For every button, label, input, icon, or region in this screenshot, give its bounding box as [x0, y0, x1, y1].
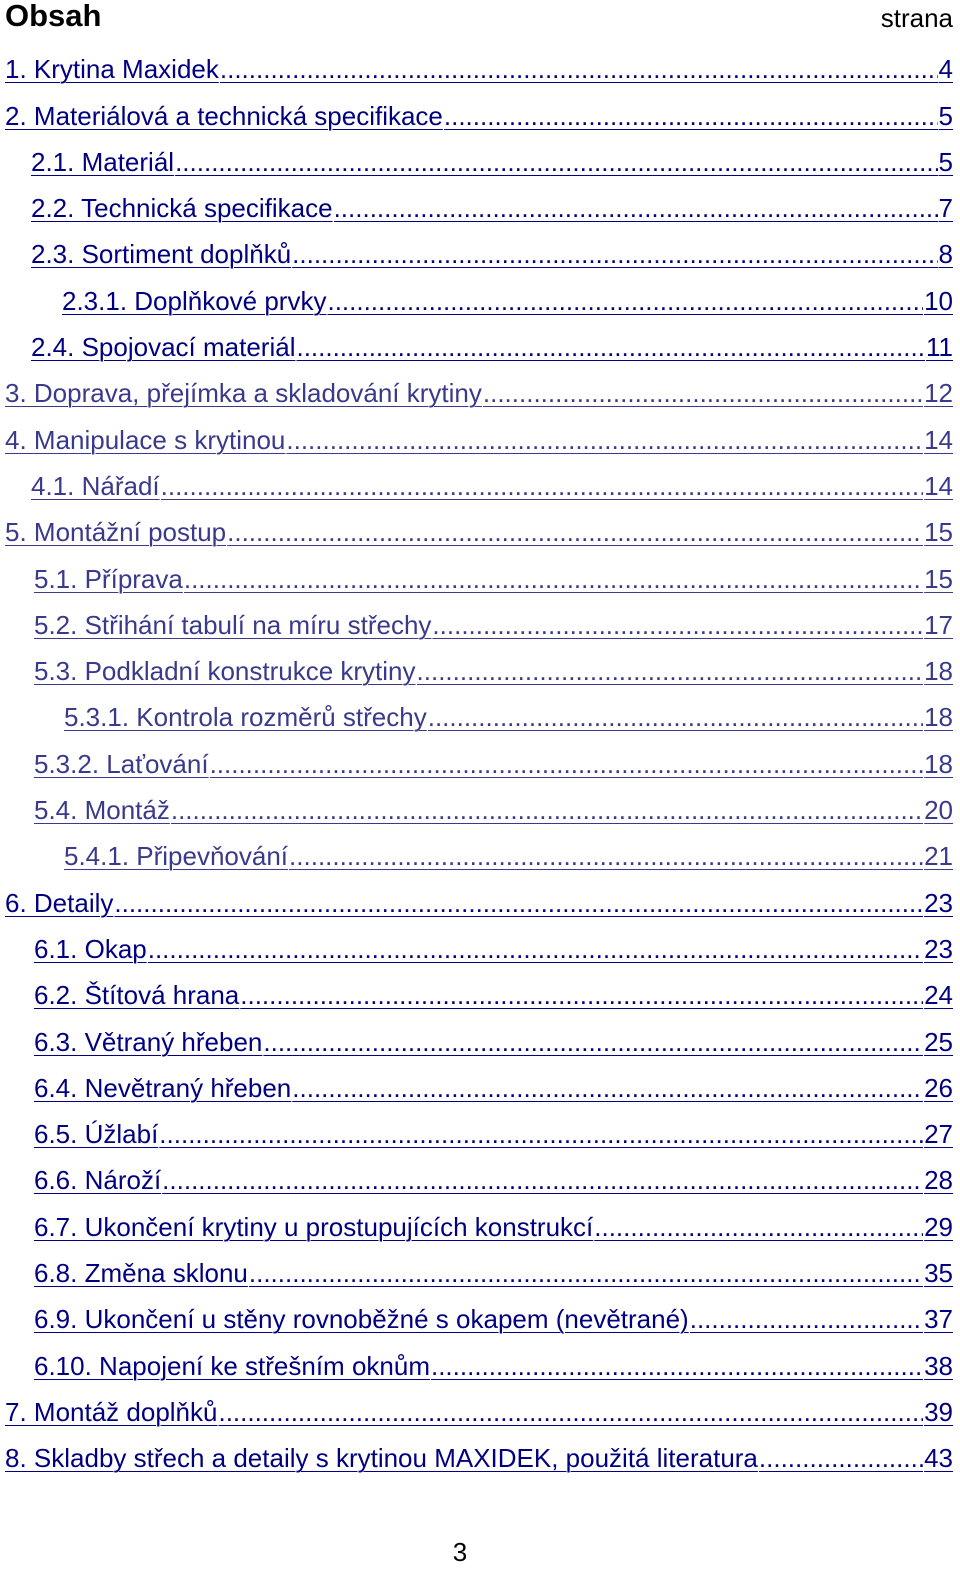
dot-leader [184, 558, 923, 600]
toc-entry[interactable] [0, 275, 953, 321]
toc-entry[interactable] [0, 1248, 953, 1294]
toc-entry[interactable] [0, 831, 953, 877]
toc-entry-page: 24 [924, 980, 953, 1011]
toc-entry-title: 6.4. Nevětraný hřeben [34, 1072, 292, 1103]
toc-entry-title: 5.3.2. Laťování [34, 748, 209, 779]
toc-entry[interactable] [0, 461, 953, 507]
toc-entry-title: 6.3. Větraný hřeben [34, 1026, 263, 1057]
toc-entry-title: 6.10. Napojení ke střešním oknům [34, 1350, 430, 1381]
dot-leader [161, 465, 923, 507]
toc-entry[interactable] [0, 1387, 953, 1433]
toc-entry-page: 11 [926, 332, 953, 363]
toc-entry[interactable] [0, 692, 953, 738]
toc-entry[interactable] [0, 368, 953, 414]
toc-entry[interactable] [0, 924, 953, 970]
toc-entry-title: 5.3. Podkladní konstrukce krytiny [34, 656, 416, 687]
dot-leader [296, 326, 925, 368]
toc-entry-title: 4.1. Nářadí [31, 470, 160, 501]
toc-entry-page: 8 [938, 239, 953, 270]
toc-entry-title: 6.2. Štítová hrana [34, 980, 240, 1011]
dot-leader [417, 650, 924, 692]
toc-entry-title: 7. Montáž doplňků [5, 1396, 218, 1427]
toc-entry-page: 18 [924, 656, 953, 687]
toc-entry-page: 29 [924, 1211, 953, 1242]
dot-leader [227, 511, 923, 553]
toc-entry[interactable] [0, 507, 953, 553]
toc-entry[interactable] [0, 1155, 953, 1201]
toc-entry-page: 5 [938, 100, 953, 131]
toc-entry[interactable] [0, 553, 953, 599]
toc-entry-page: 5 [938, 146, 953, 177]
toc-entry-title: 5. Montážní postup [5, 517, 227, 548]
toc-entry-page: 27 [924, 1119, 953, 1150]
dot-leader [286, 419, 923, 461]
dot-leader [289, 835, 923, 877]
toc-entry-title: 5.2. Střihání tabulí na míru střechy [34, 609, 432, 640]
toc-entry-title: 5.4.1. Připevňování [64, 841, 289, 872]
toc-entry[interactable] [0, 137, 953, 183]
dot-leader [162, 1159, 923, 1201]
toc-entry[interactable] [0, 229, 953, 275]
toc-entry[interactable] [0, 1201, 953, 1247]
toc-entry-page: 12 [924, 378, 953, 409]
toc-entry[interactable] [0, 183, 953, 229]
toc-entry-title: 2. Materiálová a technická specifikace [5, 100, 443, 131]
toc-entry[interactable] [0, 1063, 953, 1109]
toc-entry[interactable] [0, 44, 953, 90]
dot-leader [292, 1067, 923, 1109]
toc-entry[interactable] [0, 90, 953, 136]
dot-leader [263, 1021, 923, 1063]
toc-entry[interactable] [0, 1016, 953, 1062]
dot-leader [483, 372, 923, 414]
toc-entry-page: 14 [924, 470, 953, 501]
toc-entry-page: 23 [924, 887, 953, 918]
dot-leader [431, 1345, 923, 1387]
dot-leader [428, 696, 923, 738]
page-number: 3 [452, 1537, 468, 1567]
toc-entry[interactable] [0, 1109, 953, 1155]
toc-entry-page: 43 [924, 1443, 953, 1474]
toc-entry-page: 28 [924, 1165, 953, 1196]
toc-entry-page: 7 [938, 193, 953, 224]
toc-entry-title: 6.6. Nároží [34, 1165, 162, 1196]
toc-entry-title: 6.9. Ukončení u stěny rovnoběžné s okapem (nevětrané) [34, 1304, 689, 1335]
toc-entry-title: 5.1. Příprava [34, 563, 183, 594]
toc-entry-page: 25 [924, 1026, 953, 1057]
dot-leader [327, 280, 923, 322]
toc-entry-page: 4 [938, 54, 953, 85]
toc-entry-title: 5.4. Montáž [34, 795, 170, 826]
toc-entry[interactable] [0, 1294, 953, 1340]
toc-entry-title: 4. Manipulace s krytinou [5, 424, 286, 455]
toc-entry-page: 23 [924, 933, 953, 964]
dot-leader [148, 928, 923, 970]
toc-entry-page: 39 [924, 1396, 953, 1427]
toc-entry-page: 18 [924, 702, 953, 733]
toc-entry-title: 1. Krytina Maxidek [5, 54, 219, 85]
dot-leader [171, 789, 923, 831]
toc-entry-title: 2.3. Sortiment doplňků [31, 239, 292, 270]
toc-entry[interactable] [0, 600, 953, 646]
toc-entry-page: 35 [924, 1258, 953, 1289]
toc-entry-page: 15 [924, 563, 953, 594]
toc-entry-title: 2.1. Materiál [31, 146, 175, 177]
dot-leader [159, 1113, 923, 1155]
toc-entry-page: 21 [924, 841, 953, 872]
dot-leader [218, 1391, 923, 1433]
dot-leader [249, 1252, 923, 1294]
toc-entry-title: 6.5. Úžlabí [34, 1119, 159, 1150]
toc-entry[interactable] [0, 785, 953, 831]
toc-entry-title: 6.1. Okap [34, 933, 147, 964]
toc-entry-page: 20 [924, 795, 953, 826]
toc-entry-title: 2.4. Spojovací materiál [31, 332, 296, 363]
toc-entry[interactable] [0, 738, 953, 784]
toc-entry[interactable] [0, 322, 953, 368]
table-of-contents [0, 44, 953, 1479]
toc-entry-page: 38 [924, 1350, 953, 1381]
dot-leader [432, 604, 923, 646]
dot-leader [292, 233, 937, 275]
toc-entry-page: 14 [924, 424, 953, 455]
dot-leader [594, 1206, 923, 1248]
toc-entry-title: 8. Skladby střech a detaily s krytinou MAXIDEK, použitá literatura [5, 1443, 758, 1474]
toc-entry-title: 6.8. Změna sklonu [34, 1258, 248, 1289]
toc-entry-title: 5.3.1. Kontrola rozměrů střechy [64, 702, 427, 733]
toc-entry-title: 2.3.1. Doplňkové prvky [62, 285, 327, 316]
toc-entry[interactable] [0, 1340, 953, 1386]
toc-entry[interactable] [0, 646, 953, 692]
dot-leader [210, 743, 924, 785]
dot-leader [240, 974, 923, 1016]
toc-entry[interactable] [0, 877, 953, 923]
page-column-label: strana [880, 3, 953, 33]
dot-leader [334, 187, 938, 229]
dot-leader [444, 95, 938, 137]
toc-entry-page: 17 [924, 609, 953, 640]
toc-entry-page: 37 [924, 1304, 953, 1335]
toc-entry-page: 10 [924, 285, 953, 316]
toc-entry[interactable] [0, 414, 953, 460]
page-title: Obsah [5, 0, 102, 33]
toc-entry-page: 15 [924, 517, 953, 548]
toc-entry[interactable] [0, 970, 953, 1016]
toc-entry-title: 2.2. Technická specifikace [31, 193, 333, 224]
dot-leader [220, 48, 938, 90]
toc-entry-title: 6.7. Ukončení krytiny u prostupujících konstrukcí [34, 1211, 594, 1242]
toc-entry-page: 26 [924, 1072, 953, 1103]
dot-leader [114, 882, 923, 924]
toc-header [5, 0, 953, 36]
toc-entry[interactable] [0, 1433, 953, 1479]
dot-leader [759, 1437, 923, 1479]
toc-entry-page: 18 [924, 748, 953, 779]
dot-leader [690, 1298, 923, 1340]
dot-leader [175, 141, 937, 183]
toc-entry-title: 6. Detaily [5, 887, 114, 918]
toc-entry-title: 3. Doprava, přejímka a skladování krytiny [5, 378, 482, 409]
